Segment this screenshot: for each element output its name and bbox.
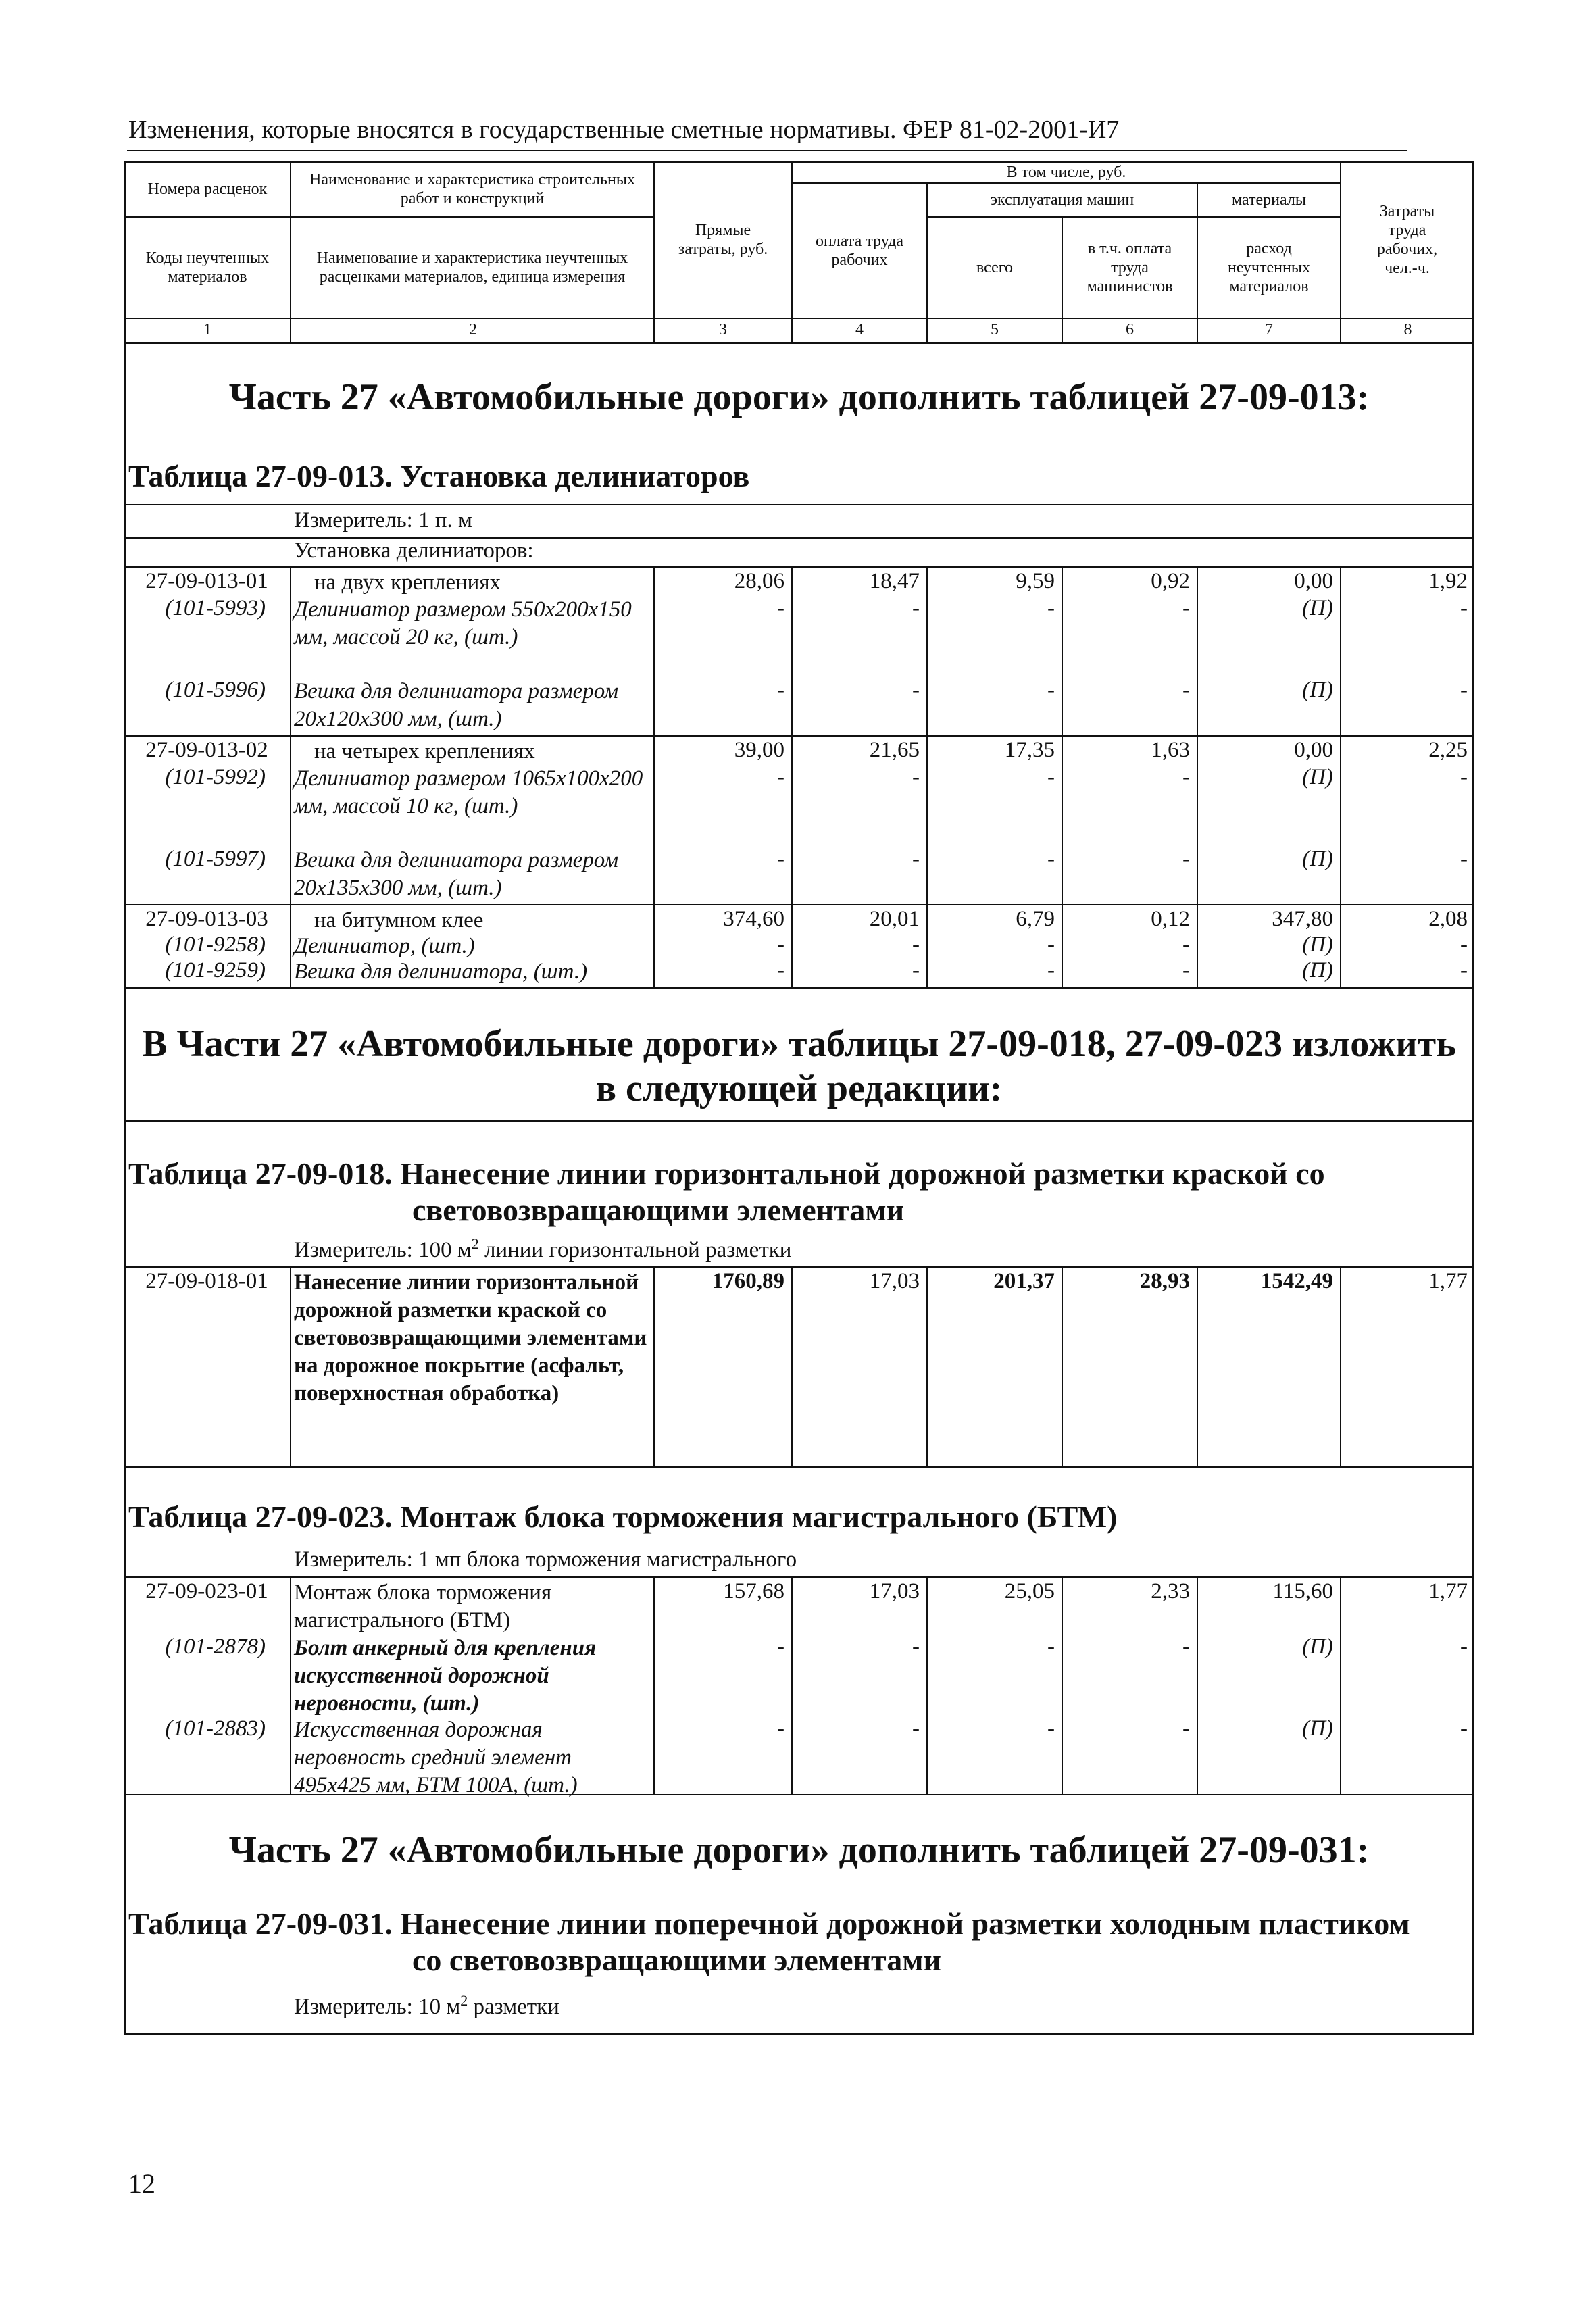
machinist-pay: - xyxy=(1182,596,1190,620)
meter-27-09-023: Измеритель: 1 мп блока торможения магистрального xyxy=(294,1547,797,1572)
labor-pay: - xyxy=(912,932,920,957)
material-name: Делиниатор, (шт.) xyxy=(294,934,475,958)
direct-cost: 157,68 xyxy=(723,1579,784,1603)
table-title-27-09-031-line2: со световозвращающими элементами xyxy=(412,1943,942,1977)
labor-hours: - xyxy=(1460,596,1468,620)
materials: (П) xyxy=(1302,958,1333,982)
machinist-pay: - xyxy=(1182,958,1190,982)
col-number-7: 7 xyxy=(1265,320,1273,339)
labor-pay: - xyxy=(912,1716,920,1741)
work-name: на битумном клее xyxy=(314,908,484,932)
material-code: (101-9258) xyxy=(165,932,266,957)
material-code: (101-5996) xyxy=(165,678,266,702)
direct-cost: - xyxy=(777,1716,784,1741)
col-number-2: 2 xyxy=(469,320,477,339)
material-name: Вешка для делиниатора размером 20х135х300 мм, (шт.) xyxy=(294,848,619,900)
col1-top-header: Номера расценок xyxy=(124,161,291,218)
labor-pay: 17,03 xyxy=(869,1269,920,1293)
work-name: Нанесение линии горизонтальной дорожной разметки краской со световозвращающими элементами на дорожное покрытие (асфальт, поверхностная обработка) xyxy=(294,1270,647,1405)
section-heading-2-line2: в следующей редакции: xyxy=(595,1068,1003,1110)
labor-hours: 2,08 xyxy=(1428,907,1468,931)
table-title-27-09-013: Таблица 27-09-013. Установка делиниаторов xyxy=(128,459,750,493)
machines-total: - xyxy=(1047,958,1055,982)
table-title-27-09-018 xyxy=(128,1155,1325,1228)
labor-pay: 21,65 xyxy=(869,738,920,762)
work-name: Монтаж блока торможения магистрального (БТМ) xyxy=(294,1580,552,1633)
labor-hours: - xyxy=(1460,932,1468,957)
labor-hours: 1,77 xyxy=(1428,1579,1468,1603)
col5-header: всего xyxy=(926,216,1063,319)
direct-cost: - xyxy=(777,596,784,620)
direct-cost: - xyxy=(777,958,784,982)
machines-subgroup-header: эксплуатация машин xyxy=(926,182,1198,218)
table-title-27-09-018-line2: световозвращающими элементами xyxy=(412,1193,905,1227)
col-number-5: 5 xyxy=(991,320,999,339)
material-name: Искусственная дорожная неровность средний элемент 495х425 мм, БТМ 100А, (шт.) xyxy=(294,1718,578,1797)
work-name: на четырех креплениях xyxy=(314,739,535,764)
machines-total: - xyxy=(1047,847,1055,871)
material-name: Вешка для делиниатора, (шт.) xyxy=(294,960,588,984)
material-code: (101-5992) xyxy=(165,765,266,789)
direct-cost: 39,00 xyxy=(734,738,784,762)
table-title-27-09-018-line1: Таблица 27-09-018. Нанесение линии горизонтальной дорожной разметки краской со xyxy=(128,1156,1325,1191)
machines-total: - xyxy=(1047,596,1055,620)
material-name: Вешка для делиниатора размером 20х120х300 мм, (шт.) xyxy=(294,679,619,731)
rate-code: 27-09-013-02 xyxy=(145,738,268,762)
materials: 347,80 xyxy=(1272,907,1333,931)
machinist-pay: - xyxy=(1182,932,1190,957)
section-heading-3: Часть 27 «Автомобильные дороги» дополнить таблицей 27-09-031: xyxy=(228,1829,1370,1871)
included-group-header: В том числе, руб. xyxy=(791,161,1341,184)
meter-27-09-031: Измеритель: 10 $м^2$ разметки xyxy=(294,1992,559,2019)
material-code: (101-5993) xyxy=(165,596,266,620)
labor-pay: - xyxy=(912,765,920,789)
direct-cost: - xyxy=(777,932,784,957)
machines-total: 25,05 xyxy=(1004,1579,1055,1603)
labor-pay: - xyxy=(912,596,920,620)
machines-total: 6,79 xyxy=(1016,907,1055,931)
materials: 1542,49 xyxy=(1260,1269,1333,1293)
machinist-pay: 2,33 xyxy=(1151,1579,1190,1603)
meter-27-09-013: Измеритель: 1 п. м xyxy=(294,508,472,532)
direct-cost: - xyxy=(777,765,784,789)
materials: 115,60 xyxy=(1272,1579,1333,1603)
labor-pay: - xyxy=(912,958,920,982)
labor-pay: 18,47 xyxy=(869,569,920,593)
direct-cost: - xyxy=(777,678,784,702)
col1-bottom-header: Коды неучтенных материалов xyxy=(124,216,291,319)
labor-hours: 1,92 xyxy=(1428,569,1468,593)
section-heading-2-line1: В Части 27 «Автомобильные дороги» таблицы 27-09-018, 27-09-023 изложить xyxy=(142,1023,1456,1065)
materials-subgroup-header: материалы xyxy=(1197,182,1341,218)
material-code: (101-2883) xyxy=(165,1716,266,1741)
material-code: (101-5997) xyxy=(165,847,266,871)
direct-cost: - xyxy=(777,847,784,871)
material-code: (101-2878) xyxy=(165,1635,266,1659)
machinist-pay: 1,63 xyxy=(1151,738,1190,762)
labor-hours: 2,25 xyxy=(1428,738,1468,762)
labor-hours: - xyxy=(1460,847,1468,871)
materials: (П) xyxy=(1302,1635,1333,1659)
col2-top-header: Наименование и характеристика строительных работ и конструкций xyxy=(290,161,655,218)
machines-total: 17,35 xyxy=(1004,738,1055,762)
direct-cost: 374,60 xyxy=(723,907,784,931)
direct-cost: - xyxy=(777,1635,784,1659)
col2-bottom-header: Наименование и характеристика неучтенных расценками материалов, единица измерения xyxy=(290,216,655,319)
materials: (П) xyxy=(1302,596,1333,620)
material-name: Делиниатор размером 550х200х150 мм, массой 20 кг, (шт.) xyxy=(294,597,632,649)
col-number-8: 8 xyxy=(1403,320,1412,339)
machinist-pay: 0,12 xyxy=(1151,907,1190,931)
machines-total: - xyxy=(1047,678,1055,702)
col7-header: расход неучтенных материалов xyxy=(1197,216,1341,319)
direct-cost: 1760,89 xyxy=(712,1269,784,1293)
labor-pay: - xyxy=(912,678,920,702)
labor-hours: - xyxy=(1460,1635,1468,1659)
rate-code: 27-09-013-01 xyxy=(145,569,268,593)
materials: (П) xyxy=(1302,1716,1333,1741)
labor-pay: - xyxy=(912,1635,920,1659)
machinist-pay: 0,92 xyxy=(1151,569,1190,593)
machines-total: 9,59 xyxy=(1016,569,1055,593)
machinist-pay: 28,93 xyxy=(1139,1269,1190,1293)
col3-header: Прямые затраты, руб. xyxy=(653,161,793,319)
materials: 0,00 xyxy=(1294,569,1333,593)
header-rule xyxy=(127,150,1407,151)
col6-header: в т.ч. оплата труда машинистов xyxy=(1062,216,1198,319)
labor-pay: 20,01 xyxy=(869,907,920,931)
materials: 0,00 xyxy=(1294,738,1333,762)
machinist-pay: - xyxy=(1182,765,1190,789)
materials: (П) xyxy=(1302,847,1333,871)
table-title-27-09-031 xyxy=(128,1906,1410,1978)
machines-total: - xyxy=(1047,932,1055,957)
running-header: Изменения, которые вносятся в государственные сметные нормативы. ФЕР 81-02-2001-И7 xyxy=(128,116,1120,144)
page-number: 12 xyxy=(128,2168,155,2199)
machines-total: - xyxy=(1047,1716,1055,1741)
direct-cost: 28,06 xyxy=(734,569,784,593)
material-name: Болт анкерный для крепления искусственной дорожной неровности, (шт.) xyxy=(294,1636,597,1716)
machines-total: - xyxy=(1047,1635,1055,1659)
work-name: на двух креплениях xyxy=(314,570,501,595)
labor-pay: - xyxy=(912,847,920,871)
meter-27-09-018: Измеритель: 100 $м^2$ линии горизонтальной разметки xyxy=(294,1235,792,1262)
table-title-27-09-023: Таблица 27-09-023. Монтаж блока торможения магистрального (БТМ) xyxy=(128,1499,1118,1534)
col-number-1: 1 xyxy=(203,320,211,339)
labor-hours: - xyxy=(1460,678,1468,702)
labor-hours: - xyxy=(1460,765,1468,789)
rate-code: 27-09-018-01 xyxy=(145,1269,268,1293)
group-label-27-09-013: Установка делиниаторов: xyxy=(294,539,534,563)
col-number-3: 3 xyxy=(719,320,727,339)
materials: (П) xyxy=(1302,932,1333,957)
machines-total: 201,37 xyxy=(993,1269,1055,1293)
table-title-27-09-031-line1: Таблица 27-09-031. Нанесение линии поперечной дорожной разметки холодным пластиком xyxy=(128,1906,1410,1941)
rate-code: 27-09-023-01 xyxy=(145,1579,268,1603)
rate-code: 27-09-013-03 xyxy=(145,907,268,931)
labor-hours: 1,77 xyxy=(1428,1269,1468,1293)
labor-hours: - xyxy=(1460,1716,1468,1741)
machinist-pay: - xyxy=(1182,1716,1190,1741)
col4-header: оплата труда рабочих xyxy=(791,182,928,319)
materials: (П) xyxy=(1302,765,1333,789)
labor-hours: - xyxy=(1460,958,1468,982)
col-number-4: 4 xyxy=(855,320,864,339)
machinist-pay: - xyxy=(1182,678,1190,702)
labor-pay: 17,03 xyxy=(869,1579,920,1603)
section-heading-1: Часть 27 «Автомобильные дороги» дополнить таблицей 27-09-013: xyxy=(228,376,1370,418)
col8-header: Затраты труда рабочих, чел.-ч. xyxy=(1340,161,1474,319)
materials: (П) xyxy=(1302,678,1333,702)
machinist-pay: - xyxy=(1182,847,1190,871)
material-code: (101-9259) xyxy=(165,958,266,982)
machines-total: - xyxy=(1047,765,1055,789)
machinist-pay: - xyxy=(1182,1635,1190,1659)
col-number-6: 6 xyxy=(1126,320,1134,339)
material-name: Делиниатор размером 1065х100х200 мм, массой 10 кг, (шт.) xyxy=(294,766,643,818)
